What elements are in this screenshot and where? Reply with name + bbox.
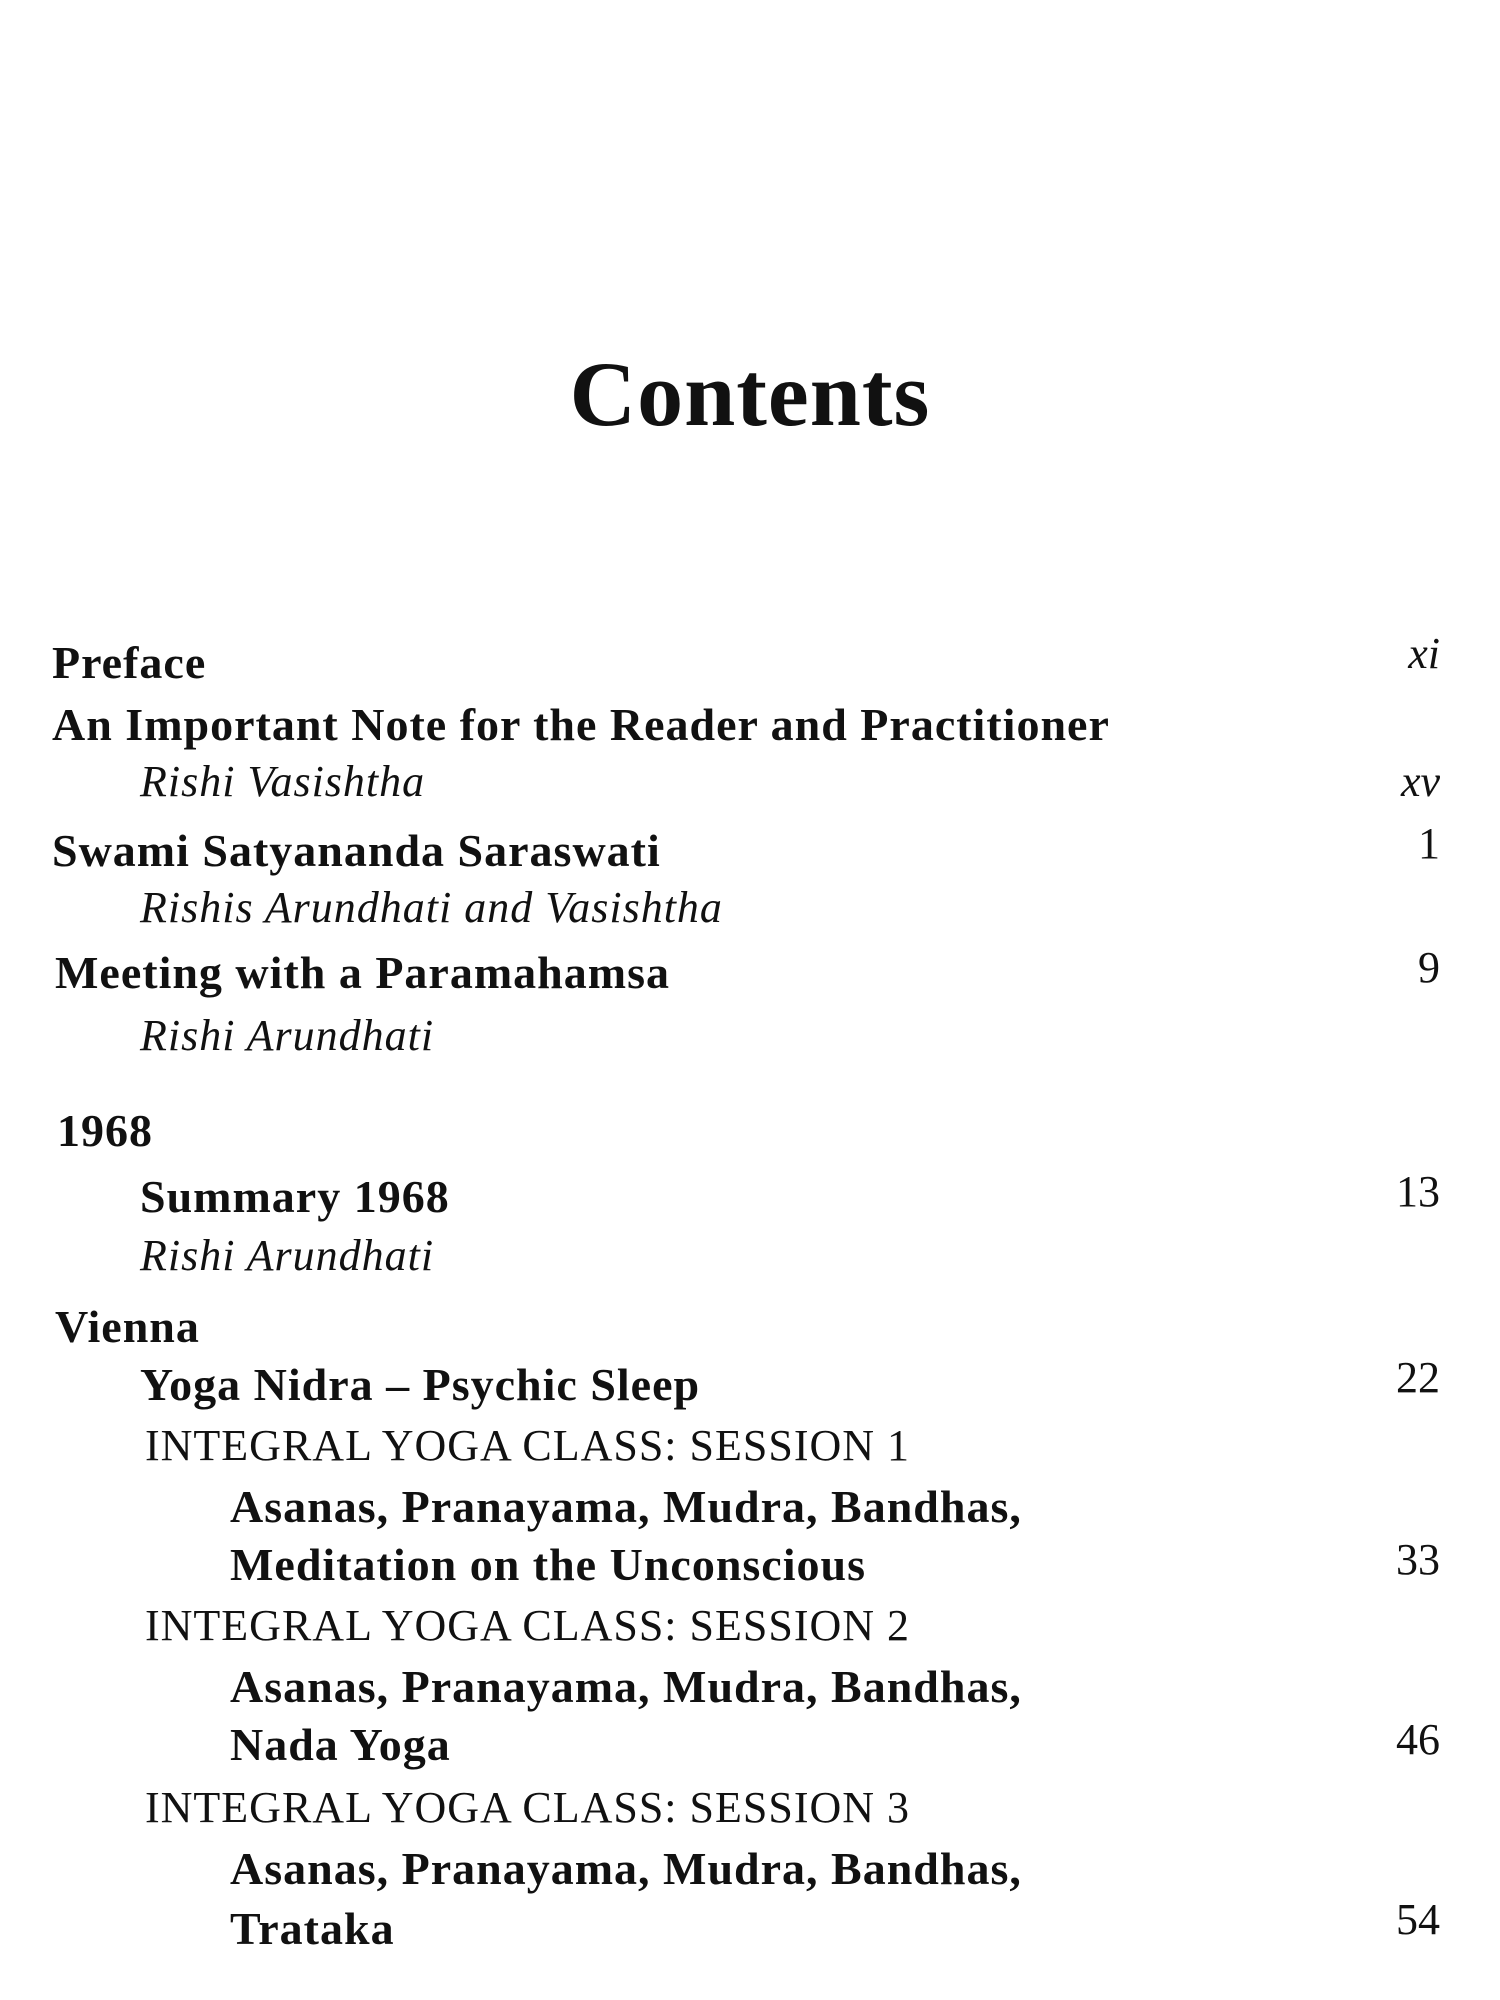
- section-heading-vienna: Vienna: [55, 1301, 200, 1352]
- toc-subentry-session-2-line-2: Nada Yoga: [230, 1719, 451, 1770]
- toc-entry-session-3: INTEGRAL YOGA CLASS: SESSION 3: [145, 1783, 911, 1832]
- toc-entry-yoga-nidra: Yoga Nidra – Psychic Sleep: [140, 1359, 701, 1410]
- page-title: Contents: [569, 343, 931, 445]
- toc-author-summary-1968: Rishi Arundhati: [140, 1231, 435, 1280]
- page-number-session-1: 33: [1396, 1535, 1440, 1584]
- toc-entry-preface: Preface: [52, 637, 207, 688]
- page-number-meeting: 9: [1418, 943, 1440, 992]
- toc-subentry-session-3-line-1: Asanas, Pranayama, Mudra, Bandhas,: [230, 1843, 1022, 1894]
- toc-subentry-session-2-line-1: Asanas, Pranayama, Mudra, Bandhas,: [230, 1661, 1022, 1712]
- page-number-important-note: xv: [1400, 757, 1440, 806]
- page-number-swami-satyananda: 1: [1418, 819, 1440, 868]
- toc-subentry-session-1-line-2: Meditation on the Unconscious: [230, 1539, 866, 1590]
- toc-author-important-note: Rishi Vasishtha: [140, 757, 426, 806]
- toc-entry-meeting: Meeting with a Paramahamsa: [55, 947, 670, 998]
- section-heading-1968: 1968: [57, 1105, 153, 1156]
- page-number-yoga-nidra: 22: [1396, 1353, 1440, 1402]
- toc-subentry-session-1-line-1: Asanas, Pranayama, Mudra, Bandhas,: [230, 1481, 1022, 1532]
- page-number-preface: xi: [1408, 629, 1440, 678]
- page-number-summary-1968: 13: [1396, 1167, 1440, 1216]
- page-number-session-3: 54: [1396, 1895, 1440, 1944]
- toc-author-swami-satyananda: Rishis Arundhati and Vasishtha: [140, 883, 723, 932]
- toc-subentry-session-3-line-2: Trataka: [230, 1903, 395, 1954]
- toc-author-meeting: Rishi Arundhati: [140, 1011, 435, 1060]
- toc-entry-swami-satyananda: Swami Satyananda Saraswati: [52, 825, 661, 876]
- toc-entry-session-1: INTEGRAL YOGA CLASS: SESSION 1: [145, 1421, 911, 1470]
- page-number-session-2: 46: [1396, 1715, 1440, 1764]
- toc-entry-summary-1968: Summary 1968: [140, 1171, 450, 1222]
- toc-entry-important-note: An Important Note for the Reader and Practitioner: [52, 699, 1110, 750]
- toc-entry-session-2: INTEGRAL YOGA CLASS: SESSION 2: [145, 1601, 911, 1650]
